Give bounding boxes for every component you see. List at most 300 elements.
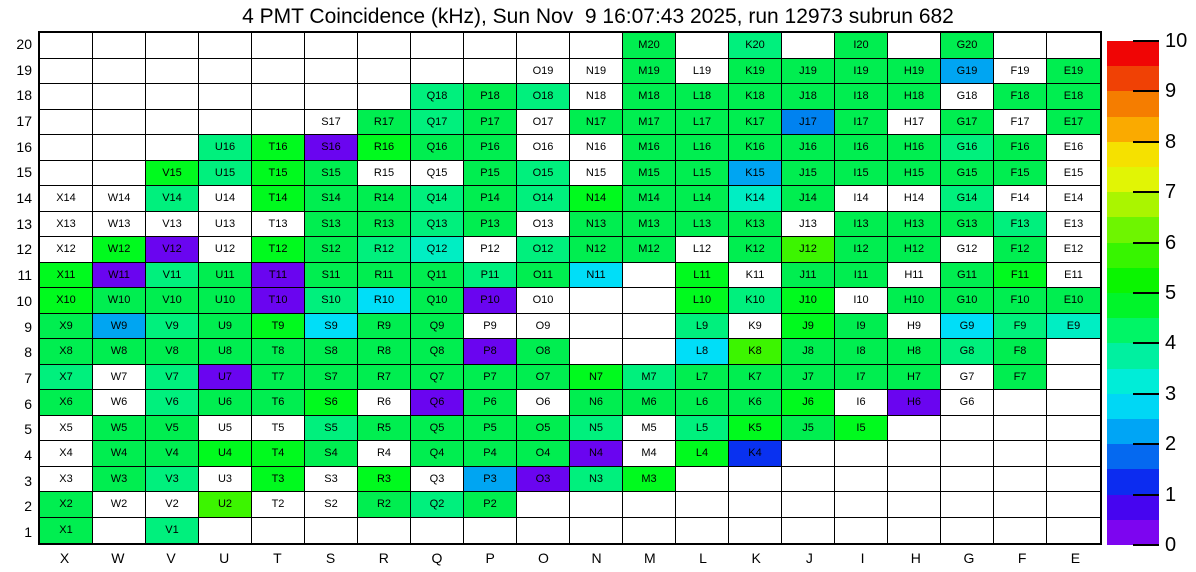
heatmap-cell: P16 <box>464 135 517 161</box>
y-axis-label: 18 <box>16 87 32 104</box>
heatmap-cell: S12 <box>305 237 358 263</box>
heatmap-cell: J15 <box>782 161 835 187</box>
x-axis-label: O <box>537 550 549 566</box>
heatmap-cell: K18 <box>729 84 782 110</box>
heatmap-cell: L10 <box>676 288 729 314</box>
heatmap-cell: R15 <box>358 161 411 187</box>
heatmap-cell: U6 <box>199 390 252 416</box>
heatmap-cell: K16 <box>729 135 782 161</box>
x-axis-label: N <box>591 550 602 566</box>
colorbar-band <box>1107 91 1159 116</box>
heatmap-cell-blank <box>305 84 358 110</box>
heatmap-cell: M15 <box>623 161 676 187</box>
y-axis-label: 6 <box>24 395 32 412</box>
x-axis-label: J <box>805 550 813 566</box>
heatmap-cell: I5 <box>835 416 888 442</box>
heatmap-cell-blank <box>93 518 146 544</box>
heatmap-cell: J19 <box>782 59 835 85</box>
heatmap-cell: K10 <box>729 288 782 314</box>
heatmap-cell: J16 <box>782 135 835 161</box>
heatmap-cell-blank <box>782 467 835 493</box>
heatmap-cell: E12 <box>1047 237 1100 263</box>
heatmap-cell: N5 <box>570 416 623 442</box>
heatmap-cell: K15 <box>729 161 782 187</box>
x-axis-label: P <box>485 550 495 566</box>
heatmap-cell: S9 <box>305 314 358 340</box>
heatmap-cell-blank <box>305 33 358 59</box>
heatmap-cell: J5 <box>782 416 835 442</box>
y-axis-label: 1 <box>24 524 32 541</box>
heatmap-cell-blank <box>1047 390 1100 416</box>
heatmap-cell: G16 <box>941 135 994 161</box>
heatmap-cell: O3 <box>517 467 570 493</box>
heatmap-cell: V8 <box>146 339 199 365</box>
heatmap-cell: M18 <box>623 84 676 110</box>
colorbar-band <box>1107 243 1159 268</box>
heatmap-cell: F13 <box>994 212 1047 238</box>
heatmap-cell-blank <box>199 110 252 136</box>
heatmap-cell: L14 <box>676 186 729 212</box>
heatmap-cell: Q8 <box>411 339 464 365</box>
heatmap-cell-blank <box>40 161 93 187</box>
heatmap-cell-blank <box>199 33 252 59</box>
heatmap-cell: F18 <box>994 84 1047 110</box>
heatmap-cell: S17 <box>305 110 358 136</box>
heatmap-cell: G10 <box>941 288 994 314</box>
heatmap-cell: I19 <box>835 59 888 85</box>
heatmap-cell: U12 <box>199 237 252 263</box>
y-axis-label: 5 <box>24 421 32 438</box>
heatmap-cell-blank <box>623 288 676 314</box>
heatmap-cell: V13 <box>146 212 199 238</box>
x-axis-label: V <box>166 550 176 566</box>
heatmap-cell: T3 <box>252 467 305 493</box>
heatmap-cell: N3 <box>570 467 623 493</box>
heatmap-cell: G19 <box>941 59 994 85</box>
heatmap-cell: O4 <box>517 441 570 467</box>
heatmap-cell: T7 <box>252 365 305 391</box>
heatmap-cell: Q11 <box>411 263 464 289</box>
heatmap-cell: L11 <box>676 263 729 289</box>
heatmap-cell-blank <box>835 441 888 467</box>
heatmap-cell: F14 <box>994 186 1047 212</box>
heatmap-cell-blank <box>570 492 623 518</box>
heatmap-cell: H19 <box>888 59 941 85</box>
heatmap-cell: P17 <box>464 110 517 136</box>
x-axis-label: M <box>643 550 656 566</box>
heatmap-cell: R13 <box>358 212 411 238</box>
heatmap-cell: G17 <box>941 110 994 136</box>
colorbar-tick-label: 6 <box>1165 231 1177 254</box>
heatmap-cell-blank <box>888 467 941 493</box>
heatmap-cell: W9 <box>93 314 146 340</box>
heatmap-cell-blank <box>517 33 570 59</box>
heatmap-cell-blank <box>623 339 676 365</box>
heatmap-cell: F7 <box>994 365 1047 391</box>
x-axis-label: G <box>963 550 975 566</box>
heatmap-cell: P15 <box>464 161 517 187</box>
heatmap-cell-blank <box>146 135 199 161</box>
heatmap-cell-blank <box>1047 416 1100 442</box>
heatmap-cell: G20 <box>941 33 994 59</box>
heatmap-cell: P5 <box>464 416 517 442</box>
colorbar-tick-label: 7 <box>1165 181 1177 204</box>
heatmap-cell: F9 <box>994 314 1047 340</box>
heatmap-cell-blank <box>305 518 358 544</box>
heatmap-cell: P4 <box>464 441 517 467</box>
heatmap-cell: L16 <box>676 135 729 161</box>
x-axis-label: R <box>378 550 389 566</box>
heatmap-cell: M12 <box>623 237 676 263</box>
heatmap-cell: R7 <box>358 365 411 391</box>
heatmap-cell: I16 <box>835 135 888 161</box>
heatmap-cell-blank <box>252 84 305 110</box>
heatmap-cell: S4 <box>305 441 358 467</box>
heatmap-cell: X7 <box>40 365 93 391</box>
heatmap-cell-blank <box>464 33 517 59</box>
heatmap-cell: N17 <box>570 110 623 136</box>
heatmap-cell: G6 <box>941 390 994 416</box>
heatmap-cell-blank <box>835 467 888 493</box>
heatmap-cell: E15 <box>1047 161 1100 187</box>
heatmap-cell: M14 <box>623 186 676 212</box>
heatmap-cell: U15 <box>199 161 252 187</box>
heatmap-cell-blank <box>199 59 252 85</box>
heatmap-cell: J6 <box>782 390 835 416</box>
heatmap-cell-blank <box>93 110 146 136</box>
heatmap-cell: I13 <box>835 212 888 238</box>
heatmap-cell: L13 <box>676 212 729 238</box>
heatmap-cell: H16 <box>888 135 941 161</box>
heatmap-cell: X14 <box>40 186 93 212</box>
heatmap-cell: R9 <box>358 314 411 340</box>
heatmap-cell-blank <box>888 33 941 59</box>
colorbar-tick-label: 1 <box>1165 483 1177 506</box>
heatmap-cell: F8 <box>994 339 1047 365</box>
heatmap-cell: K13 <box>729 212 782 238</box>
colorbar-tick <box>1133 40 1159 42</box>
heatmap-cell-blank <box>146 84 199 110</box>
colorbar-tick-label: 4 <box>1165 332 1177 355</box>
heatmap-cell: M3 <box>623 467 676 493</box>
heatmap-cell: H9 <box>888 314 941 340</box>
heatmap-cell: W14 <box>93 186 146 212</box>
heatmap-cell: Q16 <box>411 135 464 161</box>
heatmap-cell: X4 <box>40 441 93 467</box>
heatmap-cell: M5 <box>623 416 676 442</box>
heatmap-cell-blank <box>358 84 411 110</box>
heatmap-cell: J10 <box>782 288 835 314</box>
heatmap-cell: V9 <box>146 314 199 340</box>
y-axis-label: 9 <box>24 318 32 335</box>
heatmap-cell-blank <box>252 33 305 59</box>
colorbar-tick <box>1133 141 1159 143</box>
heatmap-cell: X11 <box>40 263 93 289</box>
heatmap-cell-blank <box>570 314 623 340</box>
heatmap-cell-blank <box>888 441 941 467</box>
y-axis-label: 17 <box>16 112 32 129</box>
heatmap-cell: K19 <box>729 59 782 85</box>
heatmap-cell: E17 <box>1047 110 1100 136</box>
heatmap-cell: F11 <box>994 263 1047 289</box>
heatmap-cell: Q6 <box>411 390 464 416</box>
heatmap-cell-blank <box>93 59 146 85</box>
heatmap-cell: L19 <box>676 59 729 85</box>
colorbar-tick-label: 5 <box>1165 282 1177 304</box>
heatmap-cell: K17 <box>729 110 782 136</box>
x-axis-label: H <box>910 550 921 566</box>
colorbar-band <box>1107 41 1159 66</box>
heatmap-cell: V1 <box>146 518 199 544</box>
heatmap-cell-blank <box>1047 492 1100 518</box>
heatmap-cell: H10 <box>888 288 941 314</box>
y-axis-label: 4 <box>24 447 32 464</box>
heatmap-cell-blank <box>570 288 623 314</box>
heatmap-cell-blank <box>994 390 1047 416</box>
heatmap-cell: T11 <box>252 263 305 289</box>
heatmap-cell: O9 <box>517 314 570 340</box>
heatmap-cell-blank <box>941 492 994 518</box>
heatmap-cell: G14 <box>941 186 994 212</box>
heatmap-cell: T14 <box>252 186 305 212</box>
heatmap-cell: H17 <box>888 110 941 136</box>
heatmap-cell: J8 <box>782 339 835 365</box>
heatmap-cell: F19 <box>994 59 1047 85</box>
heatmap-cell-blank <box>994 518 1047 544</box>
heatmap-cell: R2 <box>358 492 411 518</box>
heatmap-cell-blank <box>782 441 835 467</box>
heatmap-cell: O16 <box>517 135 570 161</box>
heatmap-cell: N18 <box>570 84 623 110</box>
heatmap-cell: N7 <box>570 365 623 391</box>
heatmap-cell: N4 <box>570 441 623 467</box>
heatmap-cell: I14 <box>835 186 888 212</box>
heatmap-cell: O17 <box>517 110 570 136</box>
heatmap-cell: M20 <box>623 33 676 59</box>
heatmap-cell: Q15 <box>411 161 464 187</box>
heatmap-cell-blank <box>729 467 782 493</box>
heatmap-cell: T12 <box>252 237 305 263</box>
y-axis-label: 3 <box>24 472 32 489</box>
heatmap-cell: O8 <box>517 339 570 365</box>
x-axis-label: L <box>699 550 707 566</box>
heatmap-cell-blank <box>835 492 888 518</box>
heatmap-cell-blank <box>1047 441 1100 467</box>
heatmap-cell: K6 <box>729 390 782 416</box>
colorbar-tick-label: 3 <box>1165 382 1177 405</box>
heatmap-cell: E9 <box>1047 314 1100 340</box>
heatmap-cell-blank <box>1047 365 1100 391</box>
heatmap-cell: W3 <box>93 467 146 493</box>
heatmap-cell: X3 <box>40 467 93 493</box>
heatmap-cell-blank <box>93 84 146 110</box>
heatmap-cell: T10 <box>252 288 305 314</box>
heatmap-cell: W6 <box>93 390 146 416</box>
heatmap-cell: T5 <box>252 416 305 442</box>
colorbar-tick <box>1133 494 1159 496</box>
heatmap-cell: K8 <box>729 339 782 365</box>
heatmap-cell: S6 <box>305 390 358 416</box>
colorbar-tick <box>1133 443 1159 445</box>
heatmap-cell: O13 <box>517 212 570 238</box>
heatmap-cell: I20 <box>835 33 888 59</box>
heatmap-cell: W11 <box>93 263 146 289</box>
heatmap-cell: X5 <box>40 416 93 442</box>
heatmap-cell-blank <box>199 518 252 544</box>
heatmap-cell-blank <box>1047 518 1100 544</box>
heatmap-cell: V6 <box>146 390 199 416</box>
heatmap-cell: Q2 <box>411 492 464 518</box>
heatmap-cell-blank <box>252 110 305 136</box>
heatmap-cell: W12 <box>93 237 146 263</box>
heatmap-cell: S11 <box>305 263 358 289</box>
heatmap-cell: H12 <box>888 237 941 263</box>
heatmap-cell: K5 <box>729 416 782 442</box>
heatmap-cell: I8 <box>835 339 888 365</box>
heatmap-cell: L17 <box>676 110 729 136</box>
heatmap-cell: S5 <box>305 416 358 442</box>
heatmap-cell-blank <box>305 59 358 85</box>
heatmap-cell: J12 <box>782 237 835 263</box>
heatmap-cell: F15 <box>994 161 1047 187</box>
x-axis-label: I <box>860 550 865 566</box>
heatmap-cell: K7 <box>729 365 782 391</box>
heatmap-cell-blank <box>888 492 941 518</box>
y-axis-label: 11 <box>17 267 32 284</box>
heatmap-cell: W8 <box>93 339 146 365</box>
heatmap-cell: T9 <box>252 314 305 340</box>
heatmap-cell: P9 <box>464 314 517 340</box>
heatmap-cell: W2 <box>93 492 146 518</box>
heatmap-cell-blank <box>941 518 994 544</box>
heatmap-cell-blank <box>252 518 305 544</box>
heatmap-cell-blank <box>994 416 1047 442</box>
heatmap-cell-blank <box>888 518 941 544</box>
heatmap-cell: U3 <box>199 467 252 493</box>
heatmap-cell: S2 <box>305 492 358 518</box>
heatmap-cell: Q14 <box>411 186 464 212</box>
heatmap-cell: H6 <box>888 390 941 416</box>
colorbar-tick-label: 0 <box>1165 534 1177 556</box>
x-axis-label: T <box>273 550 282 566</box>
y-axis-label: 19 <box>16 61 32 78</box>
heatmap-cell: I9 <box>835 314 888 340</box>
heatmap-cell: I12 <box>835 237 888 263</box>
colorbar-tick-label: 2 <box>1165 433 1177 456</box>
heatmap-cell-blank <box>623 518 676 544</box>
colorbar-band <box>1107 419 1159 444</box>
heatmap-cell: H7 <box>888 365 941 391</box>
heatmap-cell: M17 <box>623 110 676 136</box>
heatmap-cell: K9 <box>729 314 782 340</box>
colorbar-band <box>1107 469 1159 494</box>
heatmap-cell: O19 <box>517 59 570 85</box>
heatmap-cell: Q4 <box>411 441 464 467</box>
colorbar-band <box>1107 444 1159 469</box>
heatmap-cell: T4 <box>252 441 305 467</box>
heatmap-cell: M13 <box>623 212 676 238</box>
heatmap-cell: E14 <box>1047 186 1100 212</box>
heatmap-cell: S7 <box>305 365 358 391</box>
colorbar-band <box>1107 217 1159 242</box>
heatmap-cell-blank <box>888 416 941 442</box>
heatmap-cell: V12 <box>146 237 199 263</box>
heatmap-cell: V15 <box>146 161 199 187</box>
colorbar-band <box>1107 394 1159 419</box>
heatmap-cell: H8 <box>888 339 941 365</box>
heatmap-cell-blank <box>464 59 517 85</box>
heatmap-cell: E11 <box>1047 263 1100 289</box>
colorbar-band <box>1107 520 1159 545</box>
heatmap-cell: J17 <box>782 110 835 136</box>
heatmap-cell: P2 <box>464 492 517 518</box>
heatmap-cell-blank <box>782 492 835 518</box>
heatmap-cell: U16 <box>199 135 252 161</box>
heatmap-cell: P7 <box>464 365 517 391</box>
x-axis-label: F <box>1017 550 1027 566</box>
heatmap-cell: U7 <box>199 365 252 391</box>
heatmap-cell: Q12 <box>411 237 464 263</box>
heatmap-cell: R17 <box>358 110 411 136</box>
x-axis-label: W <box>111 550 125 566</box>
colorbar-band <box>1107 66 1159 91</box>
heatmap-cell-blank <box>358 518 411 544</box>
heatmap-cell-blank <box>941 467 994 493</box>
heatmap-cell: N6 <box>570 390 623 416</box>
x-axis-label: E <box>1070 550 1081 566</box>
heatmap-cell: R11 <box>358 263 411 289</box>
x-axis-label: K <box>751 550 761 566</box>
heatmap-cell-blank <box>199 84 252 110</box>
heatmap-cell-blank <box>623 314 676 340</box>
heatmap-cell-blank <box>93 33 146 59</box>
colorbar-band <box>1107 495 1159 520</box>
heatmap-cell: L7 <box>676 365 729 391</box>
colorbar-tick <box>1133 242 1159 244</box>
heatmap-cell: K4 <box>729 441 782 467</box>
heatmap-cell: E19 <box>1047 59 1100 85</box>
colorbar-band <box>1107 142 1159 167</box>
heatmap-cell: R12 <box>358 237 411 263</box>
heatmap-cell: U14 <box>199 186 252 212</box>
heatmap-cell: J13 <box>782 212 835 238</box>
heatmap-cell: O14 <box>517 186 570 212</box>
heatmap-cell: N19 <box>570 59 623 85</box>
heatmap-cell-blank <box>623 263 676 289</box>
heatmap-cell-blank <box>464 518 517 544</box>
heatmap-cell: H18 <box>888 84 941 110</box>
heatmap-cell: G15 <box>941 161 994 187</box>
heatmap-cell-blank <box>93 161 146 187</box>
heatmap-cell: W5 <box>93 416 146 442</box>
heatmap-cell: M7 <box>623 365 676 391</box>
heatmap-cell: E13 <box>1047 212 1100 238</box>
heatmap-cell: U2 <box>199 492 252 518</box>
heatmap-cell: N14 <box>570 186 623 212</box>
heatmap-cell: Q10 <box>411 288 464 314</box>
heatmap-cell-blank <box>994 467 1047 493</box>
heatmap-cell: U10 <box>199 288 252 314</box>
heatmap-cell: W7 <box>93 365 146 391</box>
heatmap-cell-blank <box>146 59 199 85</box>
heatmap-cell-blank <box>40 135 93 161</box>
heatmap-cell-blank <box>676 33 729 59</box>
y-axis-label: 10 <box>16 292 32 309</box>
heatmap-cell: J11 <box>782 263 835 289</box>
heatmap-cell-blank <box>146 33 199 59</box>
plot-area <box>38 31 1102 545</box>
chart-title: 4 PMT Coincidence (kHz), Sun Nov 9 16:07:43 2025, run 12973 subrun 682 <box>242 5 954 28</box>
